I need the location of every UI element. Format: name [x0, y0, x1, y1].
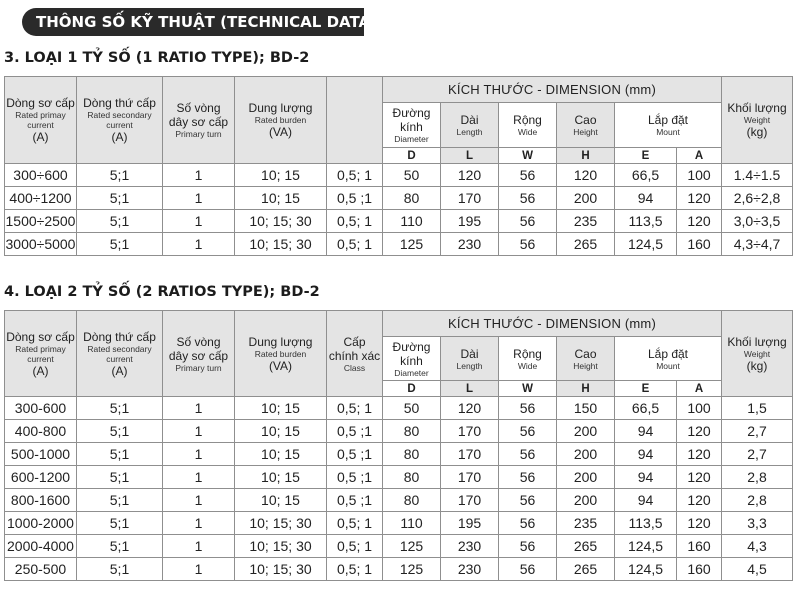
cell-burden: 10; 15; 30 [235, 535, 327, 558]
cell-secondary: 5;1 [77, 233, 163, 256]
header-letter-h: H [557, 381, 615, 397]
cell-primary: 1000-2000 [5, 512, 77, 535]
cell-e: 113,5 [615, 210, 677, 233]
header-letter-d: D [383, 381, 441, 397]
cell-burden: 10; 15; 30 [235, 512, 327, 535]
cell-secondary: 5;1 [77, 210, 163, 233]
cell-class: 0,5; 1 [327, 233, 383, 256]
cell-w: 56 [499, 535, 557, 558]
header-primary-turn: Số vòng dây sơ cấp Primary turn [163, 311, 235, 397]
cell-d: 80 [383, 489, 441, 512]
cell-class: 0,5 ;1 [327, 420, 383, 443]
header-class-empty [327, 77, 383, 164]
cell-weight: 2,7 [722, 443, 793, 466]
table-row [5, 210, 793, 233]
cell-e: 94 [615, 466, 677, 489]
cell-secondary: 5;1 [77, 443, 163, 466]
cell-h: 200 [557, 489, 615, 512]
cell-class: 0,5; 1 [327, 535, 383, 558]
cell-burden: 10; 15; 30 [235, 210, 327, 233]
cell-primary: 600-1200 [5, 466, 77, 489]
cell-primary: 1500÷2500 [5, 210, 77, 233]
cell-primary: 300÷600 [5, 164, 77, 187]
cell-e: 124,5 [615, 535, 677, 558]
cell-weight: 2,6÷2,8 [722, 187, 793, 210]
cell-a: 120 [677, 420, 722, 443]
cell-e: 124,5 [615, 558, 677, 581]
cell-turns: 1 [163, 489, 235, 512]
cell-burden: 10; 15 [235, 397, 327, 420]
cell-a: 120 [677, 489, 722, 512]
cell-secondary: 5;1 [77, 397, 163, 420]
cell-burden: 10; 15 [235, 489, 327, 512]
cell-w: 56 [499, 397, 557, 420]
cell-weight: 2,7 [722, 420, 793, 443]
header-primary-current: Dòng sơ cấp Rated primay current (A) [5, 311, 77, 397]
cell-d: 50 [383, 164, 441, 187]
cell-burden: 10; 15; 30 [235, 233, 327, 256]
cell-w: 56 [499, 489, 557, 512]
cell-turns: 1 [163, 512, 235, 535]
cell-w: 56 [499, 512, 557, 535]
cell-class: 0,5; 1 [327, 512, 383, 535]
cell-turns: 1 [163, 420, 235, 443]
cell-turns: 1 [163, 535, 235, 558]
cell-l: 120 [441, 397, 499, 420]
cell-class: 0,5 ;1 [327, 466, 383, 489]
cell-secondary: 5;1 [77, 558, 163, 581]
cell-w: 56 [499, 466, 557, 489]
cell-d: 80 [383, 187, 441, 210]
cell-burden: 10; 15 [235, 187, 327, 210]
cell-a: 160 [677, 535, 722, 558]
cell-e: 94 [615, 489, 677, 512]
cell-w: 56 [499, 210, 557, 233]
header-secondary-current: Dòng thứ cấp Rated secondary current (A) [77, 311, 163, 397]
cell-burden: 10; 15 [235, 164, 327, 187]
cell-h: 265 [557, 535, 615, 558]
header-length: Dài Length [441, 337, 499, 381]
cell-class: 0,5; 1 [327, 164, 383, 187]
cell-weight: 4,5 [722, 558, 793, 581]
cell-d: 80 [383, 443, 441, 466]
cell-secondary: 5;1 [77, 535, 163, 558]
header-weight: Khối lượng Weight (kg) [722, 77, 793, 164]
table-2-ratios [4, 310, 793, 581]
cell-primary: 400-800 [5, 420, 77, 443]
cell-turns: 1 [163, 443, 235, 466]
cell-e: 124,5 [615, 233, 677, 256]
header-width: Rộng Wide [499, 103, 557, 148]
header-letter-l: L [441, 148, 499, 164]
section-2-title: 4. LOẠI 2 TỶ SỐ (2 RATIOS TYPE); BD-2 [4, 284, 320, 300]
cell-a: 160 [677, 558, 722, 581]
cell-l: 170 [441, 420, 499, 443]
cell-w: 56 [499, 558, 557, 581]
cell-h: 200 [557, 443, 615, 466]
cell-a: 100 [677, 397, 722, 420]
header-letter-w: W [499, 381, 557, 397]
cell-a: 120 [677, 210, 722, 233]
cell-class: 0,5; 1 [327, 210, 383, 233]
cell-weight: 2,8 [722, 466, 793, 489]
cell-e: 66,5 [615, 397, 677, 420]
header-primary-turn: Số vòng dây sơ cấp Primary turn [163, 77, 235, 164]
cell-l: 230 [441, 535, 499, 558]
cell-a: 120 [677, 512, 722, 535]
cell-turns: 1 [163, 466, 235, 489]
table-row [5, 187, 793, 210]
page-banner: THÔNG SỐ KỸ THUẬT (TECHNICAL DATA) [22, 8, 364, 36]
cell-primary: 400÷1200 [5, 187, 77, 210]
cell-d: 110 [383, 512, 441, 535]
cell-w: 56 [499, 164, 557, 187]
cell-l: 170 [441, 187, 499, 210]
cell-e: 94 [615, 443, 677, 466]
header-height: Cao Height [557, 337, 615, 381]
cell-burden: 10; 15; 30 [235, 558, 327, 581]
cell-weight: 4,3 [722, 535, 793, 558]
cell-secondary: 5;1 [77, 489, 163, 512]
cell-e: 94 [615, 187, 677, 210]
header-rated-burden: Dung lượng Rated burden (VA) [235, 311, 327, 397]
table-row [5, 489, 793, 512]
cell-secondary: 5;1 [77, 466, 163, 489]
header-letter-d: D [383, 148, 441, 164]
cell-a: 120 [677, 187, 722, 210]
cell-w: 56 [499, 420, 557, 443]
cell-class: 0,5 ;1 [327, 187, 383, 210]
cell-d: 80 [383, 420, 441, 443]
cell-weight: 4,3÷4,7 [722, 233, 793, 256]
table-row [5, 466, 793, 489]
cell-turns: 1 [163, 397, 235, 420]
cell-d: 125 [383, 558, 441, 581]
cell-w: 56 [499, 233, 557, 256]
cell-d: 50 [383, 397, 441, 420]
cell-class: 0,5 ;1 [327, 443, 383, 466]
cell-l: 170 [441, 489, 499, 512]
cell-a: 160 [677, 233, 722, 256]
header-diameter: Đường kính Diameter [383, 337, 441, 381]
cell-h: 235 [557, 512, 615, 535]
header-primary-current: Dòng sơ cấp Rated primay current (A) [5, 77, 77, 164]
header-rated-burden: Dung lượng Rated burden (VA) [235, 77, 327, 164]
cell-secondary: 5;1 [77, 512, 163, 535]
header-height: Cao Height [557, 103, 615, 148]
table-row [5, 512, 793, 535]
cell-e: 66,5 [615, 164, 677, 187]
header-letter-a: A [677, 381, 722, 397]
cell-d: 110 [383, 210, 441, 233]
cell-l: 120 [441, 164, 499, 187]
header-letter-l: L [441, 381, 499, 397]
table-row [5, 535, 793, 558]
cell-h: 235 [557, 210, 615, 233]
cell-h: 150 [557, 397, 615, 420]
cell-burden: 10; 15 [235, 443, 327, 466]
cell-primary: 250-500 [5, 558, 77, 581]
table-row [5, 397, 793, 420]
cell-primary: 300-600 [5, 397, 77, 420]
cell-weight: 1,5 [722, 397, 793, 420]
cell-h: 200 [557, 420, 615, 443]
header-accuracy-class: Cấp chính xác Class [327, 311, 383, 397]
cell-w: 56 [499, 187, 557, 210]
table-row [5, 420, 793, 443]
cell-primary: 500-1000 [5, 443, 77, 466]
cell-class: 0,5 ;1 [327, 489, 383, 512]
cell-primary: 800-1600 [5, 489, 77, 512]
cell-turns: 1 [163, 210, 235, 233]
table-1-ratio [4, 76, 793, 256]
cell-e: 94 [615, 420, 677, 443]
cell-secondary: 5;1 [77, 164, 163, 187]
table-row [5, 558, 793, 581]
section-1-title: 3. LOẠI 1 TỶ SỐ (1 RATIO TYPE); BD-2 [4, 50, 310, 66]
cell-turns: 1 [163, 558, 235, 581]
cell-h: 200 [557, 466, 615, 489]
cell-d: 125 [383, 535, 441, 558]
cell-w: 56 [499, 443, 557, 466]
header-letter-e: E [615, 381, 677, 397]
cell-a: 120 [677, 443, 722, 466]
table-row [5, 233, 793, 256]
cell-burden: 10; 15 [235, 420, 327, 443]
cell-a: 100 [677, 164, 722, 187]
header-letter-a: A [677, 148, 722, 164]
cell-l: 195 [441, 210, 499, 233]
cell-h: 200 [557, 187, 615, 210]
cell-d: 125 [383, 233, 441, 256]
cell-turns: 1 [163, 164, 235, 187]
header-letter-w: W [499, 148, 557, 164]
cell-h: 120 [557, 164, 615, 187]
cell-l: 230 [441, 558, 499, 581]
cell-primary: 2000-4000 [5, 535, 77, 558]
cell-weight: 1.4÷1.5 [722, 164, 793, 187]
header-length: Dài Length [441, 103, 499, 148]
cell-secondary: 5;1 [77, 420, 163, 443]
header-dimension: KÍCH THƯỚC - DIMENSION (mm) [383, 311, 722, 337]
cell-burden: 10; 15 [235, 466, 327, 489]
header-diameter: Đường kính Diameter [383, 103, 441, 148]
cell-h: 265 [557, 558, 615, 581]
cell-h: 265 [557, 233, 615, 256]
header-weight: Khối lượng Weight (kg) [722, 311, 793, 397]
header-letter-e: E [615, 148, 677, 164]
header-letter-h: H [557, 148, 615, 164]
table-row [5, 443, 793, 466]
cell-class: 0,5; 1 [327, 397, 383, 420]
cell-turns: 1 [163, 187, 235, 210]
cell-weight: 3,3 [722, 512, 793, 535]
cell-secondary: 5;1 [77, 187, 163, 210]
cell-weight: 2,8 [722, 489, 793, 512]
cell-l: 195 [441, 512, 499, 535]
header-secondary-current: Dòng thứ cấp Rated secondary current (A) [77, 77, 163, 164]
cell-class: 0,5; 1 [327, 558, 383, 581]
header-width: Rộng Wide [499, 337, 557, 381]
table-1-body [5, 164, 793, 256]
cell-primary: 3000÷5000 [5, 233, 77, 256]
table-row [5, 164, 793, 187]
cell-l: 170 [441, 443, 499, 466]
header-mount: Lắp đặt Mount [615, 337, 722, 381]
cell-l: 170 [441, 466, 499, 489]
cell-weight: 3,0÷3,5 [722, 210, 793, 233]
header-dimension: KÍCH THƯỚC - DIMENSION (mm) [383, 77, 722, 103]
header-mount: Lắp đặt Mount [615, 103, 722, 148]
cell-turns: 1 [163, 233, 235, 256]
cell-l: 230 [441, 233, 499, 256]
cell-e: 113,5 [615, 512, 677, 535]
table-2-body [5, 397, 793, 581]
cell-a: 120 [677, 466, 722, 489]
cell-d: 80 [383, 466, 441, 489]
